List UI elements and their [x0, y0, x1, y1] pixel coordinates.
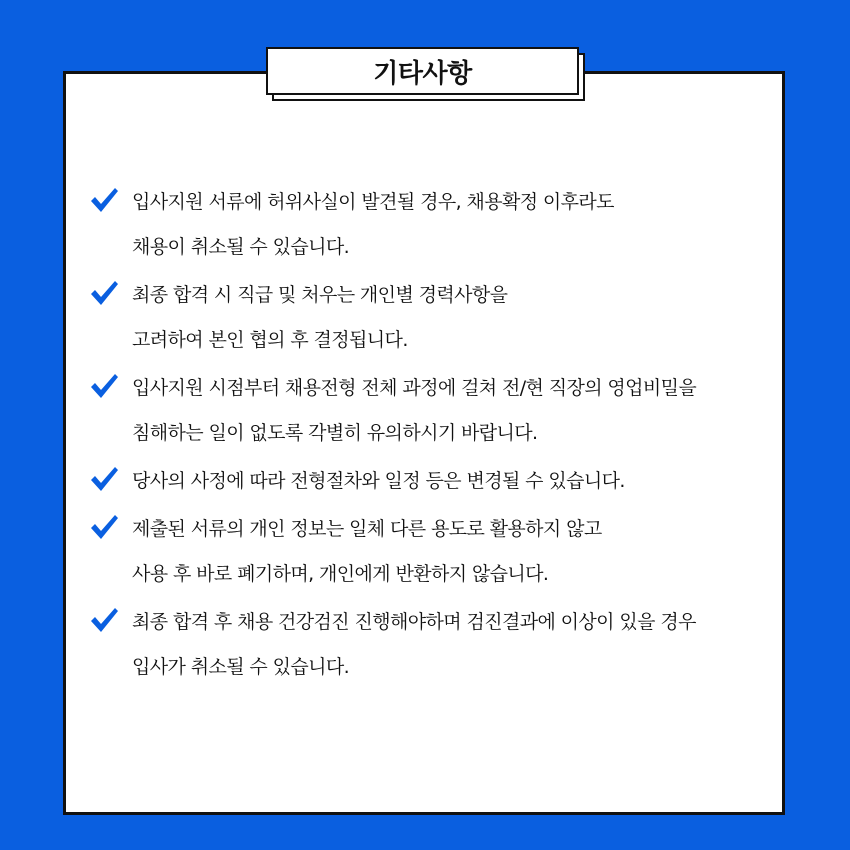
check-icon	[88, 604, 120, 636]
check-icon	[88, 184, 120, 216]
notice-list	[88, 180, 768, 693]
list-item-text: 제출된 서류의 개인 정보는 일체 다른 용도로 활용하지 않고	[132, 518, 602, 540]
list-item-text: 침해하는 일이 없도록 각별히 유의하시기 바랍니다.	[132, 422, 538, 444]
list-item-text: 고려하여 본인 협의 후 결정됩니다.	[132, 329, 408, 351]
page-title: 기타사항	[373, 58, 472, 89]
check-icon	[88, 511, 120, 543]
title-tab	[266, 47, 579, 95]
list-item	[88, 459, 768, 504]
list-item	[88, 180, 768, 270]
list-item-text: 입사지원 시점부터 채용전형 전체 과정에 걸쳐 전/현 직장의 영업비밀을	[132, 377, 697, 399]
list-item-text: 사용 후 바로 폐기하며, 개인에게 반환하지 않습니다.	[132, 563, 549, 585]
list-item	[88, 366, 768, 456]
list-item-text: 입사가 취소될 수 있습니다.	[132, 656, 350, 678]
check-icon	[88, 463, 120, 495]
list-item-text: 최종 합격 시 직급 및 처우는 개인별 경력사항을	[132, 284, 508, 306]
list-item-text: 채용이 취소될 수 있습니다.	[132, 236, 350, 258]
list-item-text: 입사지원 서류에 허위사실이 발견될 경우, 채용확정 이후라도	[132, 191, 614, 213]
list-item-text: 최종 합격 후 채용 건강검진 진행해야하며 검진결과에 이상이 있을 경우	[132, 611, 696, 633]
list-item	[88, 507, 768, 597]
check-icon	[88, 277, 120, 309]
list-item	[88, 273, 768, 363]
check-icon	[88, 370, 120, 402]
list-item	[88, 600, 768, 690]
list-item-text: 당사의 사정에 따라 전형절차와 일정 등은 변경될 수 있습니다.	[132, 470, 625, 492]
